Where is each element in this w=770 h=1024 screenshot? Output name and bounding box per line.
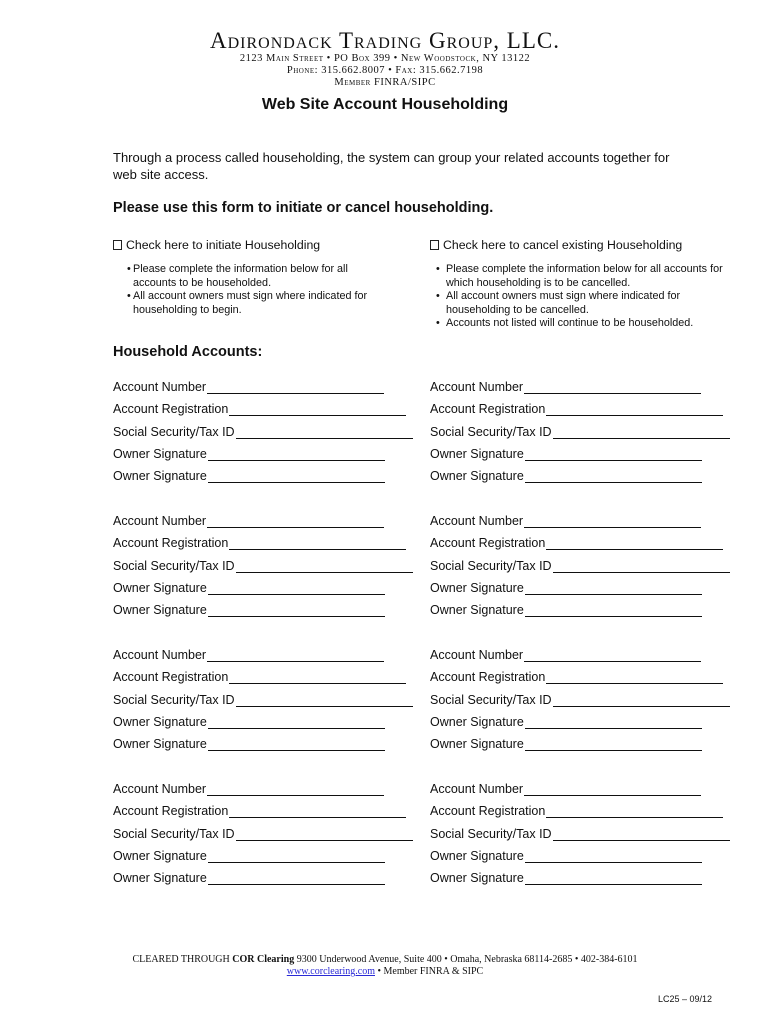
owner-signature-1-input[interactable] bbox=[208, 582, 385, 595]
initiate-option bbox=[113, 238, 320, 252]
owner-signature-2-label: Owner Signature bbox=[430, 737, 524, 752]
clearing-firm-name: COR Clearing bbox=[232, 954, 295, 965]
account-4-ssn-tax-id-row bbox=[430, 557, 691, 573]
account-8-owner-signature-2-row bbox=[430, 869, 691, 885]
intro-text: Through a process called householding, the system can group your related accounts together for web site access. bbox=[113, 150, 670, 182]
ssn-tax-id-label: Social Security/Tax ID bbox=[430, 692, 552, 707]
account-registration-input[interactable] bbox=[546, 671, 723, 684]
account-registration-label: Account Registration bbox=[430, 670, 546, 685]
account-number-label: Account Number bbox=[113, 514, 207, 528]
ssn-tax-id-input[interactable] bbox=[553, 828, 730, 841]
cancel-label: Check here to cancel existing Householding bbox=[443, 238, 683, 252]
owner-signature-2-label: Owner Signature bbox=[430, 469, 524, 484]
account-5-ssn-tax-id-row bbox=[113, 691, 375, 707]
account-7-owner-signature-2-row bbox=[113, 869, 375, 885]
list-item: • Accounts not listed will continue to be householded. bbox=[436, 317, 694, 329]
account-3-account-number-row bbox=[113, 512, 375, 528]
account-6-account-number-row bbox=[430, 646, 691, 662]
account-6-account-registration-row bbox=[430, 668, 691, 684]
account-registration-input[interactable] bbox=[229, 671, 406, 684]
ssn-tax-id-input[interactable] bbox=[553, 426, 730, 439]
owner-signature-2-input[interactable] bbox=[208, 872, 385, 885]
owner-signature-1-input[interactable] bbox=[208, 716, 385, 729]
cancel-bullets bbox=[424, 263, 724, 331]
cancel-option bbox=[430, 238, 682, 252]
account-registration-label: Account Registration bbox=[113, 670, 229, 685]
owner-signature-1-label: Owner Signature bbox=[113, 580, 207, 595]
account-4-owner-signature-1-row bbox=[430, 579, 691, 595]
account-registration-label: Account Registration bbox=[113, 536, 229, 551]
account-8-account-registration-row bbox=[430, 802, 691, 818]
account-7-ssn-tax-id-row bbox=[113, 825, 375, 841]
account-registration-input[interactable] bbox=[229, 805, 406, 818]
owner-signature-1-label: Owner Signature bbox=[113, 446, 207, 461]
company-address: 2123 Main Street • PO Box 399 • New Woodstock, NY 13122 bbox=[239, 53, 531, 64]
account-number-input[interactable] bbox=[207, 649, 384, 662]
account-number-label: Account Number bbox=[113, 380, 207, 394]
account-number-input[interactable] bbox=[524, 515, 701, 528]
account-4-account-number-row bbox=[430, 512, 691, 528]
account-number-label: Account Number bbox=[113, 648, 207, 662]
account-number-label: Account Number bbox=[430, 514, 524, 528]
owner-signature-1-label: Owner Signature bbox=[430, 848, 524, 863]
account-number-label: Account Number bbox=[430, 380, 524, 394]
account-8-owner-signature-1-row bbox=[430, 847, 691, 863]
account-8-ssn-tax-id-row bbox=[430, 825, 691, 841]
account-2-owner-signature-2-row bbox=[430, 467, 691, 483]
owner-signature-1-input[interactable] bbox=[525, 716, 702, 729]
owner-signature-1-label: Owner Signature bbox=[113, 848, 207, 863]
clearing-member-text: • Member FINRA & SIPC bbox=[374, 966, 484, 977]
ssn-tax-id-label: Social Security/Tax ID bbox=[430, 424, 552, 439]
account-6-ssn-tax-id-row bbox=[430, 691, 691, 707]
owner-signature-2-label: Owner Signature bbox=[113, 871, 207, 886]
account-registration-input[interactable] bbox=[546, 805, 723, 818]
form-code: LC25 – 09/12 bbox=[657, 994, 712, 1004]
company-name: Adirondack Trading Group, LLC. bbox=[210, 28, 560, 53]
owner-signature-1-input[interactable] bbox=[525, 448, 702, 461]
initiate-label: Check here to initiate Householding bbox=[126, 238, 321, 252]
account-1-account-number-row bbox=[113, 378, 375, 394]
owner-signature-1-input[interactable] bbox=[525, 850, 702, 863]
ssn-tax-id-label: Social Security/Tax ID bbox=[430, 558, 552, 573]
owner-signature-2-label: Owner Signature bbox=[430, 603, 524, 618]
account-number-label: Account Number bbox=[430, 782, 524, 796]
account-registration-label: Account Registration bbox=[430, 536, 546, 551]
owner-signature-2-input[interactable] bbox=[208, 738, 385, 751]
account-registration-input[interactable] bbox=[546, 403, 723, 416]
account-number-input[interactable] bbox=[524, 381, 701, 394]
list-item: • All account owners must sign where indicated for householding to begin. bbox=[127, 290, 368, 316]
account-1-owner-signature-2-row bbox=[113, 467, 375, 483]
account-number-label: Account Number bbox=[113, 782, 207, 796]
account-4-account-registration-row bbox=[430, 534, 691, 550]
account-1-account-registration-row bbox=[113, 400, 375, 416]
account-2-ssn-tax-id-row bbox=[430, 423, 691, 439]
initiate-bullets bbox=[113, 263, 383, 317]
ssn-tax-id-input[interactable] bbox=[553, 694, 730, 707]
account-registration-input[interactable] bbox=[229, 537, 406, 550]
list-item: • All account owners must sign where indicated for householding to be cancelled. bbox=[436, 290, 681, 316]
account-registration-label: Account Registration bbox=[430, 402, 546, 417]
ssn-tax-id-input[interactable] bbox=[236, 828, 413, 841]
form-title: Web Site Account Householding bbox=[261, 96, 509, 113]
account-registration-label: Account Registration bbox=[430, 804, 546, 819]
owner-signature-1-label: Owner Signature bbox=[113, 714, 207, 729]
instruction-heading: Please use this form to initiate or cancel householding. bbox=[113, 200, 494, 216]
clearing-address: 9300 Underwood Avenue, Suite 400 • Omaha, Nebraska 68114-2685 • 402-384-6101 bbox=[294, 954, 638, 965]
owner-signature-2-label: Owner Signature bbox=[113, 603, 207, 618]
ssn-tax-id-label: Social Security/Tax ID bbox=[113, 558, 235, 573]
ssn-tax-id-input[interactable] bbox=[553, 560, 730, 573]
account-number-input[interactable] bbox=[207, 783, 384, 796]
ssn-tax-id-label: Social Security/Tax ID bbox=[113, 692, 235, 707]
account-2-account-registration-row bbox=[430, 400, 691, 416]
account-6-owner-signature-1-row bbox=[430, 713, 691, 729]
account-3-ssn-tax-id-row bbox=[113, 557, 375, 573]
company-member: Member FINRA/SIPC bbox=[334, 77, 436, 88]
cancel-checkbox[interactable] bbox=[430, 240, 439, 250]
owner-signature-2-label: Owner Signature bbox=[113, 469, 207, 484]
ssn-tax-id-input[interactable] bbox=[236, 694, 413, 707]
owner-signature-1-label: Owner Signature bbox=[430, 580, 524, 595]
household-accounts-title: Household Accounts: bbox=[113, 344, 263, 360]
account-3-owner-signature-1-row bbox=[113, 579, 375, 595]
cleared-through-text: CLEARED THROUGH bbox=[132, 954, 233, 965]
account-6-owner-signature-2-row bbox=[430, 735, 691, 751]
account-4-owner-signature-2-row bbox=[430, 601, 691, 617]
account-7-account-number-row bbox=[113, 780, 375, 796]
initiate-checkbox[interactable] bbox=[113, 240, 122, 250]
owner-signature-2-input[interactable] bbox=[525, 872, 702, 885]
account-number-input[interactable] bbox=[207, 515, 384, 528]
clearing-website-link[interactable]: www.corclearing.com bbox=[286, 966, 375, 977]
owner-signature-2-label: Owner Signature bbox=[113, 737, 207, 752]
account-7-owner-signature-1-row bbox=[113, 847, 375, 863]
account-8-account-number-row bbox=[430, 780, 691, 796]
list-item: • Please complete the information below for all accounts to be householded. bbox=[127, 263, 348, 289]
account-2-owner-signature-1-row bbox=[430, 445, 691, 461]
account-5-account-registration-row bbox=[113, 668, 375, 684]
clearing-footer bbox=[0, 954, 770, 966]
account-registration-input[interactable] bbox=[229, 403, 406, 416]
owner-signature-1-label: Owner Signature bbox=[430, 446, 524, 461]
ssn-tax-id-label: Social Security/Tax ID bbox=[113, 826, 235, 841]
list-item: • Please complete the information below for all accounts for which householding is to be cancelled. bbox=[436, 263, 723, 289]
owner-signature-1-label: Owner Signature bbox=[430, 714, 524, 729]
company-phone-fax: Phone: 315.662.8007 • Fax: 315.662.7198 bbox=[286, 65, 484, 76]
owner-signature-2-input[interactable] bbox=[208, 470, 385, 483]
ssn-tax-id-label: Social Security/Tax ID bbox=[113, 424, 235, 439]
owner-signature-2-label: Owner Signature bbox=[430, 871, 524, 886]
owner-signature-1-input[interactable] bbox=[525, 582, 702, 595]
account-7-account-registration-row bbox=[113, 802, 375, 818]
account-registration-input[interactable] bbox=[546, 537, 723, 550]
ssn-tax-id-label: Social Security/Tax ID bbox=[430, 826, 552, 841]
owner-signature-2-input[interactable] bbox=[525, 604, 702, 617]
account-number-label: Account Number bbox=[430, 648, 524, 662]
ssn-tax-id-input[interactable] bbox=[236, 560, 413, 573]
account-3-account-registration-row bbox=[113, 534, 375, 550]
account-5-account-number-row bbox=[113, 646, 375, 662]
account-number-input[interactable] bbox=[524, 783, 701, 796]
clearing-footer-line2 bbox=[0, 966, 770, 978]
account-5-owner-signature-1-row bbox=[113, 713, 375, 729]
account-registration-label: Account Registration bbox=[113, 402, 229, 417]
owner-signature-2-input[interactable] bbox=[525, 738, 702, 751]
account-1-owner-signature-1-row bbox=[113, 445, 375, 461]
ssn-tax-id-input[interactable] bbox=[236, 426, 413, 439]
owner-signature-1-input[interactable] bbox=[208, 850, 385, 863]
account-registration-label: Account Registration bbox=[113, 804, 229, 819]
account-1-ssn-tax-id-row bbox=[113, 423, 375, 439]
account-number-input[interactable] bbox=[524, 649, 701, 662]
owner-signature-1-input[interactable] bbox=[208, 448, 385, 461]
owner-signature-2-input[interactable] bbox=[208, 604, 385, 617]
account-3-owner-signature-2-row bbox=[113, 601, 375, 617]
account-5-owner-signature-2-row bbox=[113, 735, 375, 751]
account-number-input[interactable] bbox=[207, 381, 384, 394]
account-2-account-number-row bbox=[430, 378, 691, 394]
owner-signature-2-input[interactable] bbox=[525, 470, 702, 483]
